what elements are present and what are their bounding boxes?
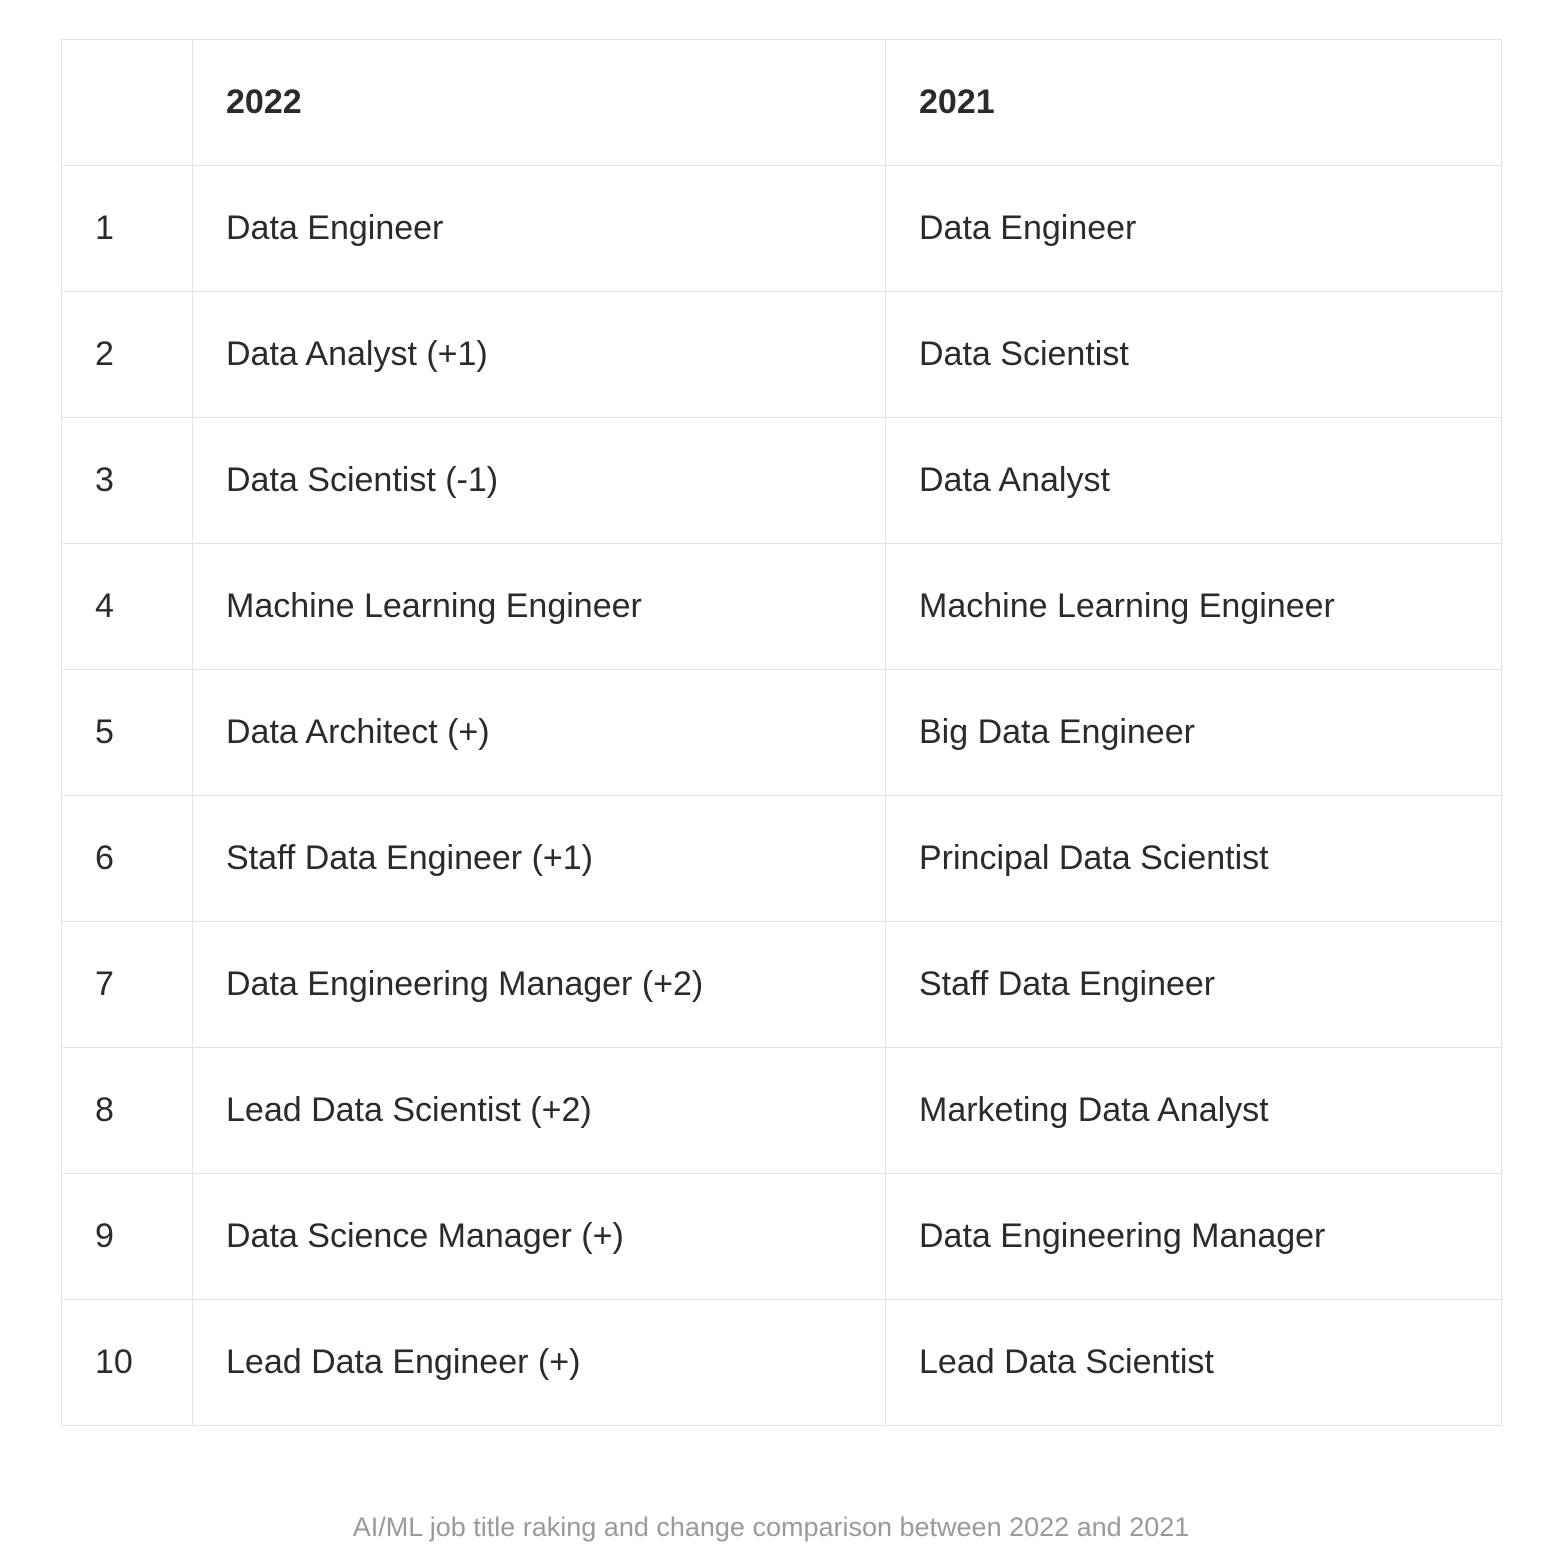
rank-cell: 3	[62, 418, 193, 544]
title-2021-cell: Big Data Engineer	[886, 670, 1502, 796]
rank-cell: 9	[62, 1174, 193, 1300]
title-2022-cell: Data Engineering Manager (+2)	[193, 922, 886, 1048]
table-row	[62, 544, 1502, 670]
title-2021-cell: Marketing Data Analyst	[886, 1048, 1502, 1174]
ranking-table-container	[61, 39, 1501, 1426]
table-row	[62, 418, 1502, 544]
table-row	[62, 796, 1502, 922]
title-2022-cell: Data Engineer	[193, 166, 886, 292]
title-2022-cell: Data Science Manager (+)	[193, 1174, 886, 1300]
title-2021-cell: Principal Data Scientist	[886, 796, 1502, 922]
title-2021-cell: Lead Data Scientist	[886, 1300, 1502, 1426]
title-2022-cell: Lead Data Scientist (+2)	[193, 1048, 886, 1174]
title-2022-cell: Data Scientist (-1)	[193, 418, 886, 544]
title-2021-cell: Data Analyst	[886, 418, 1502, 544]
table-row	[62, 1048, 1502, 1174]
rank-cell: 10	[62, 1300, 193, 1426]
rank-cell: 6	[62, 796, 193, 922]
rank-cell: 8	[62, 1048, 193, 1174]
title-2022-cell: Data Architect (+)	[193, 670, 886, 796]
title-2022-cell: Staff Data Engineer (+1)	[193, 796, 886, 922]
title-2021-cell: Data Scientist	[886, 292, 1502, 418]
rank-cell: 1	[62, 166, 193, 292]
rank-cell: 5	[62, 670, 193, 796]
table-caption: AI/ML job title raking and change comparison between 2022 and 2021	[352, 1512, 1190, 1542]
table-row	[62, 922, 1502, 1048]
header-2021: 2021	[886, 40, 1502, 166]
title-2021-cell: Staff Data Engineer	[886, 922, 1502, 1048]
title-2021-cell: Data Engineering Manager	[886, 1174, 1502, 1300]
title-2022-cell: Machine Learning Engineer	[193, 544, 886, 670]
title-2021-cell: Data Engineer	[886, 166, 1502, 292]
rank-cell: 4	[62, 544, 193, 670]
rank-cell: 2	[62, 292, 193, 418]
table-header-row	[62, 40, 1502, 166]
table-row	[62, 292, 1502, 418]
table-row	[62, 1300, 1502, 1426]
title-2021-cell: Machine Learning Engineer	[886, 544, 1502, 670]
table-row	[62, 670, 1502, 796]
header-2022: 2022	[193, 40, 886, 166]
header-rank	[62, 40, 193, 166]
table-row	[62, 166, 1502, 292]
title-2022-cell: Data Analyst (+1)	[193, 292, 886, 418]
rank-cell: 7	[62, 922, 193, 1048]
ranking-table	[61, 39, 1502, 1426]
table-row	[62, 1174, 1502, 1300]
title-2022-cell: Lead Data Engineer (+)	[193, 1300, 886, 1426]
